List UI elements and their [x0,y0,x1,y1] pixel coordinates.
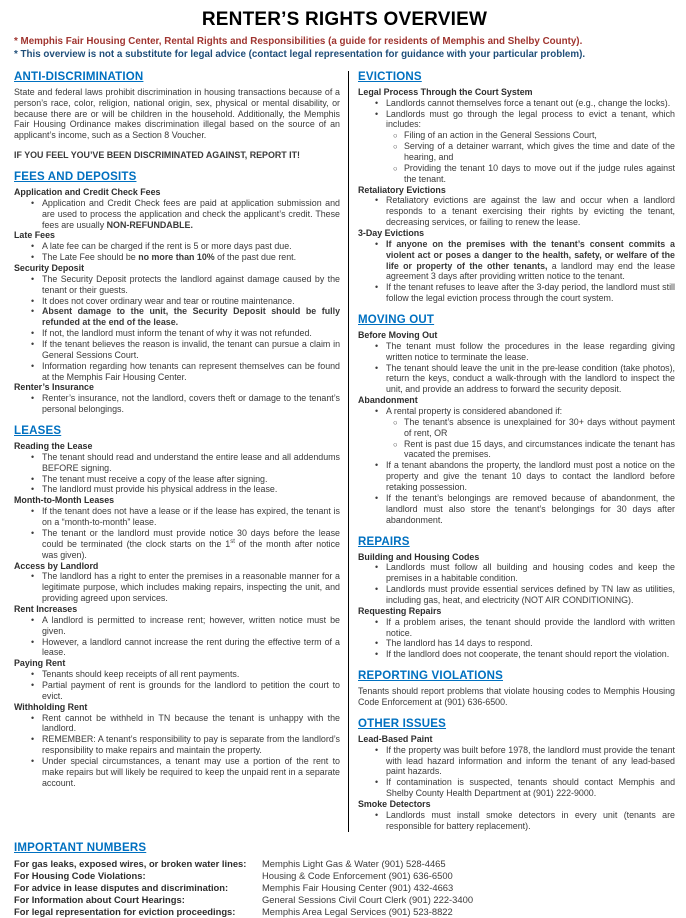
list-item [14,506,340,528]
list-item-text: Rent is past due 15 days, and circumstances indicate the tenant has vacated the premises. [404,438,675,460]
list-item [14,474,340,485]
paragraph: State and federal laws prohibit discrimination in housing transactions because of a person’s race, color, religion, national origin, sex, physical or mental disability, or because there are or will be children in the household. Additionally, the Memphis Fair Housing Ordinance makes discrimination illegal based on the source of an applicant’s income, such as a Section 8 Voucher. [14,86,340,141]
important-number-row [14,894,675,906]
section-anti-discrimination [14,71,340,161]
subheading: Security Deposit [14,263,85,274]
list-item-text: The Security Deposit protects the landlord against damage caused by the tenant or their guests. [42,273,340,295]
subheading: Withholding Rent [14,701,88,712]
bullet-marker: • [375,406,379,417]
number-value: Memphis Area Legal Services (901) 523-8822 [262,905,453,917]
list-item-text: If the landlord does not cooperate, the tenant should report the violation. [386,649,670,660]
header-note-1: * Memphis Fair Housing Center, Rental Rights and Responsibilities (a guide for residents of Memphis and Shelby County). [14,36,583,47]
number-label: For Information about Court Hearings: [14,893,185,905]
subheading: Application and Credit Check Fees [14,187,161,197]
number-value: General Sessions Civil Court Clerk (901) 222-3400 [262,893,474,905]
list-item-text: A rental property is considered abandoned if: [386,406,563,417]
section-heading: OTHER ISSUES [358,717,447,730]
section-heading: FEES AND DEPOSITS [14,171,137,183]
list-item [14,571,340,604]
list-item-text: If the tenant’s belongings are removed because of abandonment, the landlord must also store the tenant’s belongings for 30 days after abandonment. [386,492,675,525]
list-item-text: REMEMBER: A tenant’s responsibility to pay is separate from the landlord’s responsibility to make repairs and maintain the property. [42,734,340,756]
list-item-text: It does not cover ordinary wear and tear or routine maintenance. [42,295,295,306]
list-item-text: Filing of an action in the General Sessions Court, [404,130,597,141]
list-item-text [42,528,340,561]
bullet-marker: • [31,712,35,723]
list-item-text: If the tenant does not have a lease or if the lease has expired, the tenant is on a “month-to-month” lease. [42,506,340,528]
section-repairs [358,536,675,661]
subheading: 3-Day Evictions [358,228,425,239]
important-numbers-rows [14,858,675,918]
subheading: Renter’s Insurance [14,382,94,393]
page-title: RENTER’S RIGHTS OVERVIEW [201,9,488,30]
bullet-marker: • [31,734,35,745]
subheading: Smoke Detectors [358,798,431,809]
sub-list-item [358,417,675,439]
bullet-marker: • [375,649,379,660]
text-segment: The Late Fee should be [42,252,139,263]
bullet-marker: • [31,473,35,484]
two-column-body [14,71,675,832]
subheading: Requesting Repairs [358,605,442,616]
list-item-text: If a problem arises, the tenant should provide the landlord with written notice. [386,616,675,638]
bullet-marker: • [31,484,35,495]
text-segment: of the month after notice was given). [42,538,340,560]
bullet-marker: • [375,238,379,249]
list-item [358,777,675,799]
bullet-marker: • [31,614,35,625]
section-heading-important-numbers: IMPORTANT NUMBERS [14,841,147,854]
bullet-marker: • [31,328,35,339]
text-segment: Absent damage to the unit, the Security Deposit should be fully refunded at the end of the lease. [42,306,340,328]
list-item [358,638,675,649]
subheading: Rent Increases [14,603,78,614]
list-item-text: Information regarding how tenants can represent themselves can be found at the Memphis Fair Housing Center. [42,360,340,382]
list-item [358,239,675,282]
text-segment: Application and Credit Check fees are paid at application submission and are used to process the application and check the applicant’s credit. These fees are usually [42,197,340,230]
paragraph: Tenants should report problems that violate housing codes to Memphis Housing Code Enforcement at (901) 636-6500. [358,686,675,707]
section-heading: REPORTING VIOLATIONS [358,670,503,683]
subheading: Legal Process Through the Court System [358,86,533,97]
subheading: Reading the Lease [14,441,93,452]
sub-list-item [358,439,675,461]
bullet-marker: • [375,562,379,573]
list-item [14,637,340,659]
important-number-row [14,858,675,870]
list-item-text: However, a landlord cannot increase the rent during the effective term of a lease. [42,636,340,658]
list-item [14,296,340,307]
bullet-marker: • [375,362,379,373]
header-notes [14,36,675,62]
bullet-marker: • [31,636,35,647]
bullet-marker: • [375,97,379,108]
section-moving-out [358,314,675,525]
sub-list-item [358,141,675,163]
list-item [14,274,340,296]
list-item-text: Partial payment of rent is grounds for the landlord to petition the court to evict. [42,679,340,701]
text-segment: NON-REFUNDABLE. [106,219,193,230]
list-item [358,460,675,493]
bullet-marker: • [31,451,35,462]
bullet-marker: • [375,584,379,595]
list-item [358,98,675,109]
section-heading: REPAIRS [358,535,410,548]
list-item-text: Tenants should keep receipts of all rent payments. [42,669,240,680]
list-item [14,198,340,231]
list-item [358,649,675,660]
list-item [358,109,675,131]
list-item [14,756,340,789]
text-segment: a landlord may end the lease agreement 3 days after providing written notice to the tenant. [386,260,675,282]
section-heading: EVICTIONS [358,70,422,83]
list-item [358,584,675,606]
emphasis-paragraph: IF YOU FEEL YOU’VE BEEN DISCRIMINATED AGAINST, REPORT IT! [14,150,300,161]
list-item [358,195,675,228]
bullet-marker: • [375,809,379,820]
bullet-marker: • [31,273,35,284]
important-number-row [14,882,675,894]
subheading: Month-to-Month Leases [14,495,115,506]
list-item-text [386,239,675,282]
list-item [358,810,675,832]
list-item [358,363,675,396]
list-item [14,361,340,383]
list-item-text: The tenant’s absence is unexplained for 30+ days without payment of rent, OR [404,416,675,438]
list-item-text: If the tenant refuses to leave after the 3-day period, the landlord must still follow the legal eviction process through the court system. [386,282,675,304]
bullet-marker: • [375,492,379,503]
bullet-marker: • [31,241,35,252]
list-item-text: The tenant must follow the procedures in the lease regarding giving written notice to terminate the lease. [386,340,675,362]
right-column [349,71,675,832]
bullet-marker: • [375,460,379,471]
list-item-text: If a tenant abandons the property, the landlord must post a notice on the property and give the tenant 10 days to contact the landlord before retaking possession. [386,460,675,493]
number-label: For Housing Code Violations: [14,869,146,881]
list-item [358,282,675,304]
list-item-text: Retaliatory evictions are against the law and occur when a landlord responds to a tenant exercising their rights by evicting the tenant, decreasing services, or failing to renew the lease. [386,195,675,228]
bullet-marker: • [31,197,35,208]
subheading: Access by Landlord [14,560,99,571]
list-item [358,562,675,584]
section-heading: LEASES [14,425,62,438]
number-label: For advice in lease disputes and discrimination: [14,881,229,893]
list-item [14,393,340,415]
text-segment: no more than 10% [138,252,215,263]
section-heading: ANTI-DISCRIMINATION [14,70,144,83]
bullet-marker: • [375,616,379,627]
left-column [14,71,348,832]
subheading: Late Fees [14,230,55,241]
list-item [14,484,340,495]
list-item-text: If not, the landlord must inform the tenant of why it was not refunded. [42,328,312,339]
bullet-marker: • [375,195,379,206]
list-item [14,452,340,474]
subheading: Building and Housing Codes [358,551,480,562]
text-segment: st [230,538,235,545]
header-note-2: * This overview is not a substitute for legal advice (contact legal representation for guidance with your particular problem). [14,48,586,60]
list-item-text: Landlords must provide essential services defined by TN law as utilities, including gas, heat, and electricity (NOT AIR CONDITIONING). [386,584,675,605]
list-item-text [42,306,340,328]
subheading: Abandonment [358,395,418,406]
number-value: Housing & Code Enforcement (901) 636-6500 [262,869,453,881]
list-item-text: Landlords must follow all building and housing codes and keep the premises in a habitable condition. [386,562,675,584]
section-heading: MOVING OUT [358,314,435,327]
list-item-text: Rent cannot be withheld in TN because the tenant is unhappy with the landlord. [42,712,340,734]
text-segment: of the past due rent. [214,252,297,263]
list-item-text: A late fee can be charged if the rent is 5 or more days past due. [42,241,292,252]
bullet-marker: • [375,282,379,293]
list-item [358,745,675,778]
subheading: Paying Rent [14,658,66,669]
bullet-marker: • [375,744,379,755]
bullet-marker: • [31,679,35,690]
circle-bullet-marker: ○ [393,142,398,152]
text-segment: If anyone on the premises with the tenant’s consent commits a violent act or poses a danger to the health, safety, or welfare of the life or property of the other tenants, [386,238,675,271]
list-item-text: A landlord is permitted to increase rent; however, written notice must be given. [42,614,340,636]
section-fees-and-deposits [14,171,340,415]
important-number-row [14,870,675,882]
list-item-text: Under special circumstances, a tenant may use a portion of the rent to make repairs but will likely be required to keep the unpaid rent in a separate account. [42,755,340,788]
sub-list-item [358,130,675,141]
list-item [14,669,340,680]
bullet-marker: • [375,340,379,351]
bullet-marker: • [31,506,35,517]
section-other-issues [358,718,675,832]
list-item-text: If the tenant believes the reason is invalid, the tenant can pursue a claim in General Sessions Court. [42,339,340,360]
bullet-marker: • [31,669,35,680]
list-item-text: Landlords must install smoke detectors in every unit (tenants are responsible for battery replacement). [386,809,675,831]
subheading: Lead-Based Paint [358,733,433,744]
circle-bullet-marker: ○ [393,417,398,427]
bullet-marker: • [31,252,35,263]
section-leases [14,425,340,789]
list-item-text: The landlord must provide his physical address in the lease. [42,484,278,495]
list-item [14,252,340,263]
circle-bullet-marker: ○ [393,439,398,449]
list-item [358,406,675,417]
list-item-text: Landlords must go through the legal process to evict a tenant, which includes: [386,108,675,130]
list-item-text: The tenant must receive a copy of the lease after signing. [42,473,268,484]
bullet-marker: • [31,339,35,350]
bullet-marker: • [375,638,379,649]
list-item [14,528,340,561]
list-item-text [42,198,340,231]
list-item [14,241,340,252]
circle-bullet-marker: ○ [393,163,398,173]
number-label: For legal representation for eviction proceedings: [14,905,236,917]
bullet-marker: • [375,108,379,119]
list-item [14,680,340,702]
list-item [358,341,675,363]
list-item [14,615,340,637]
number-value: Memphis Light Gas & Water (901) 528-4465 [262,857,446,869]
list-item-text: Landlords cannot themselves force a tenant out (e.g., change the locks). [386,97,671,108]
bullet-marker: • [31,360,35,371]
list-item [358,493,675,526]
sub-list-item [358,163,675,185]
list-item [14,328,340,339]
important-numbers-section [14,842,675,918]
list-item [14,339,340,361]
subheading: Before Moving Out [358,330,438,341]
bullet-marker: • [31,571,35,582]
bullet-marker: • [31,755,35,766]
number-value: Memphis Fair Housing Center (901) 432-4663 [262,881,454,893]
bullet-marker: • [31,527,35,538]
list-item-text [42,252,340,263]
list-item-text: The tenant should leave the unit in the pre-lease condition (take photos), return the keys, conduct a walk-through with the landlord to inspect the unit, and provide an address to forward the security deposit. [386,362,675,395]
list-item-text: If the property was built before 1978, the landlord must provide the tenant with lead hazard information and inform the tenant of any lead-based paint hazards. [386,744,675,777]
list-item-text: Serving of a detainer warrant, which gives the time and date of the hearing, and [404,141,675,162]
list-item-text: The landlord has 14 days to respond. [386,638,533,649]
bullet-marker: • [31,295,35,306]
list-item-text: The landlord has a right to enter the premises in a reasonable manner for a legitimate purpose, which includes making repairs, inspecting the unit, and providing agreed upon services. [42,571,340,604]
bullet-marker: • [375,777,379,788]
subheading: Retaliatory Evictions [358,184,446,195]
circle-bullet-marker: ○ [393,131,398,141]
list-item [14,713,340,735]
section-reporting-violations [358,670,675,708]
list-item-text: If contamination is suspected, tenants should contact Memphis and Shelby County Health Department at (901) 222-9000. [386,777,675,799]
section-evictions [358,71,675,304]
list-item [14,306,340,328]
list-item-text: Providing the tenant 10 days to move out if the judge rules against the tenant. [404,162,675,184]
list-item-text: The tenant should read and understand the entire lease and all addendums BEFORE signing. [42,451,340,473]
bullet-marker: • [31,306,35,317]
important-number-row [14,906,675,918]
bullet-marker: • [31,393,35,404]
number-label: For gas leaks, exposed wires, or broken water lines: [14,857,247,869]
list-item [358,617,675,639]
list-item-text: Renter’s insurance, not the landlord, covers theft or damage to the tenant’s personal belongings. [42,393,340,415]
list-item [14,734,340,756]
text-segment: The tenant or the landlord must provide notice 30 days before the lease could be terminated (the clock starts on the 1 [42,527,340,549]
